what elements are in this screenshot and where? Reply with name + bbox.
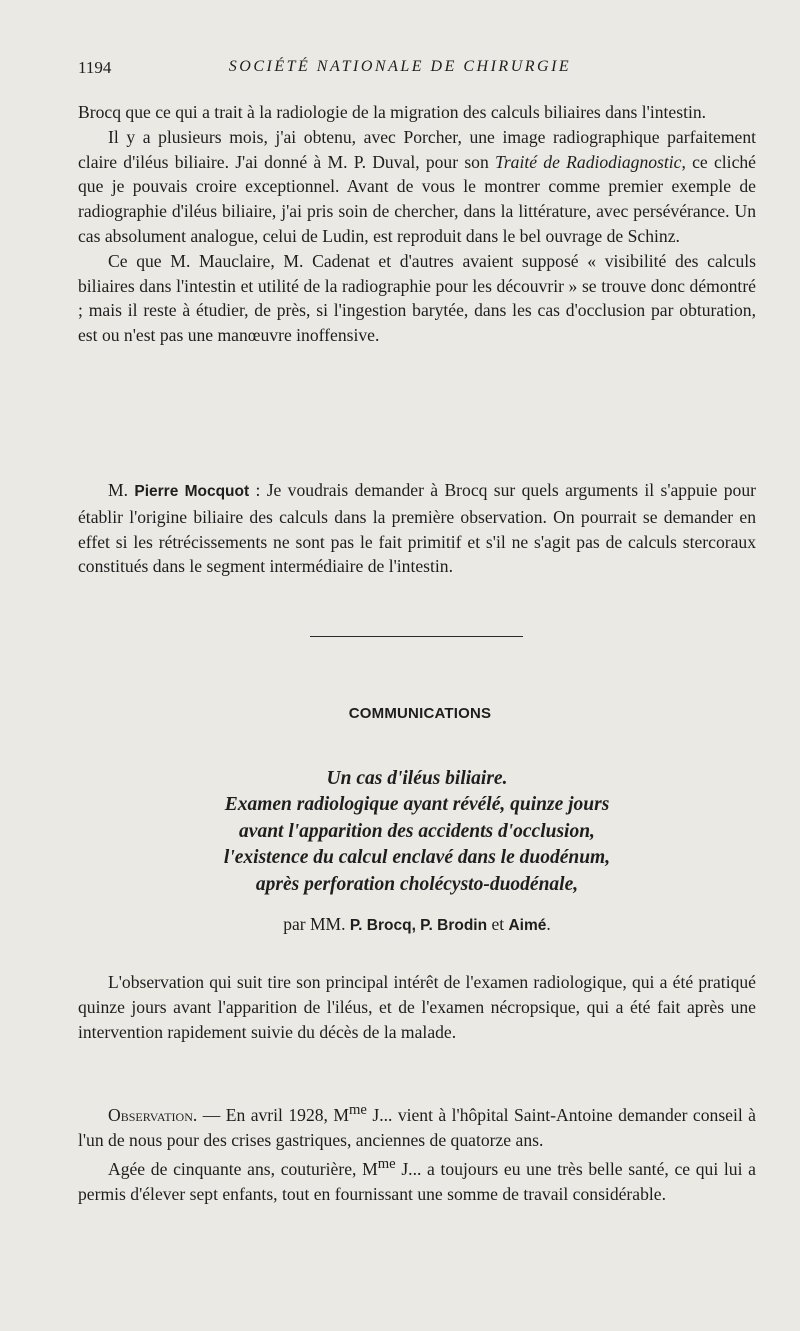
speaker-prefix: M. [108,480,135,500]
paragraph-text: , ce cliché que je pouvais croire exceptionnel. Avant de vous le montrer comme premier exemple de radiographie d'iléus biliaire, j'ai pris soin de chercher, dans la littérature, avec persévérance. Un cas absolument analogue, celui de Ludin, est reproduit dans le bel ouvrage de Schinz. [78,151,756,246]
discussion-section [78,100,756,348]
title-line: après perforation cholécysto-duodénale, [255,873,579,895]
page-number: 1194 [78,58,112,77]
article-paragraph-3 [78,1152,756,1206]
article-paragraph-1: L'observation qui suit tire son principal intérêt de l'examen radiologique, qui a été pratiqué quinze jours avant l'apparition de l'iléus, et de l'examen nécropsique, qui a été fait après une intervention rapidement suivie du décès de la malade. [78,972,756,1042]
mocquot-remark [78,478,756,579]
section-divider [310,636,523,637]
superscript: me [377,1156,396,1173]
title-line: l'existence du calcul enclavé dans le duodénum, [223,847,611,869]
title-line: Examen radiologique ayant révélé, quinze jours [224,794,610,816]
superscript: me [349,1102,367,1118]
book-title: Traité de Radiodiagnostic [495,151,682,172]
article-authors [78,914,756,935]
running-title: SOCIÉTÉ NATIONALE DE CHIRURGIE [228,58,572,75]
article-intro [78,970,756,1044]
discussion-paragraph-2 [78,125,756,249]
section-heading: COMMUNICATIONS [348,705,492,722]
paragraph-text: Il y a plusieurs mois, j'ai obtenu, avec Porcher, une image radiographique parfaitement claire d'iléus biliaire. J'ai donné à M. P. Duval, pour son [78,126,756,172]
article-title [78,766,756,898]
author-names: P. Brocq, P. Brodin [349,917,488,934]
paragraph-text: Agée de cinquante ans, couturière, M [108,1159,378,1180]
speaker-name: Pierre Mocquot [134,483,250,500]
discussion-paragraph-4 [78,478,756,579]
author-name-last: Aimé [508,917,547,934]
authors-end: . [546,914,551,934]
observation-label: Observation. [108,1104,198,1125]
discussion-paragraph-1: Brocq que ce qui a trait à la radiologie de la migration des calculs biliaires dans l'intestin. [78,102,707,122]
page-header [78,58,722,82]
article-paragraph-2 [78,1098,756,1152]
article-observation [78,1098,756,1207]
title-line: Un cas d'iléus biliaire. [326,768,508,789]
title-line: avant l'apparition des accidents d'occlusion, [239,820,595,842]
paragraph-text: — En avril 1928, M [197,1104,350,1125]
paragraph-text: J... vient à l'hôpital Saint-Antoine demander conseil à l'un de nous pour des crises gastriques, anciennes de quatorze ans. [78,1104,756,1150]
authors-prefix: par MM. [283,914,350,934]
discussion-paragraph-3: Ce que M. Mauclaire, M. Cadenat et d'autres avaient supposé « visibilité des calculs biliaires dans l'intestin et utilité de la radiographie pour les découvrir » se trouve donc démontré ; mais il reste à étudier, de près, si l'ingestion barytée, dans les cas d'occlusion par obturation, est ou n'est pas une manœuvre inoffensive. [78,250,756,346]
authors-and: et [487,914,509,934]
paragraph-text: J... a toujours eu une très belle santé, ce qui lui a permis d'élever sept enfants, tout en fournissant une somme de travail considérable. [78,1159,756,1205]
paragraph-text: : Je voudrais demander à Brocq sur quels arguments il s'appuie pour établir l'origine biliaire des calculs dans la première observation. On pourrait se demander en effet si les rétrécissements ne sont pas le fait primitif et s'il ne s'agit pas de calculs stercoraux constitués dans le segment intermédiaire de l'intestin. [78,480,756,577]
